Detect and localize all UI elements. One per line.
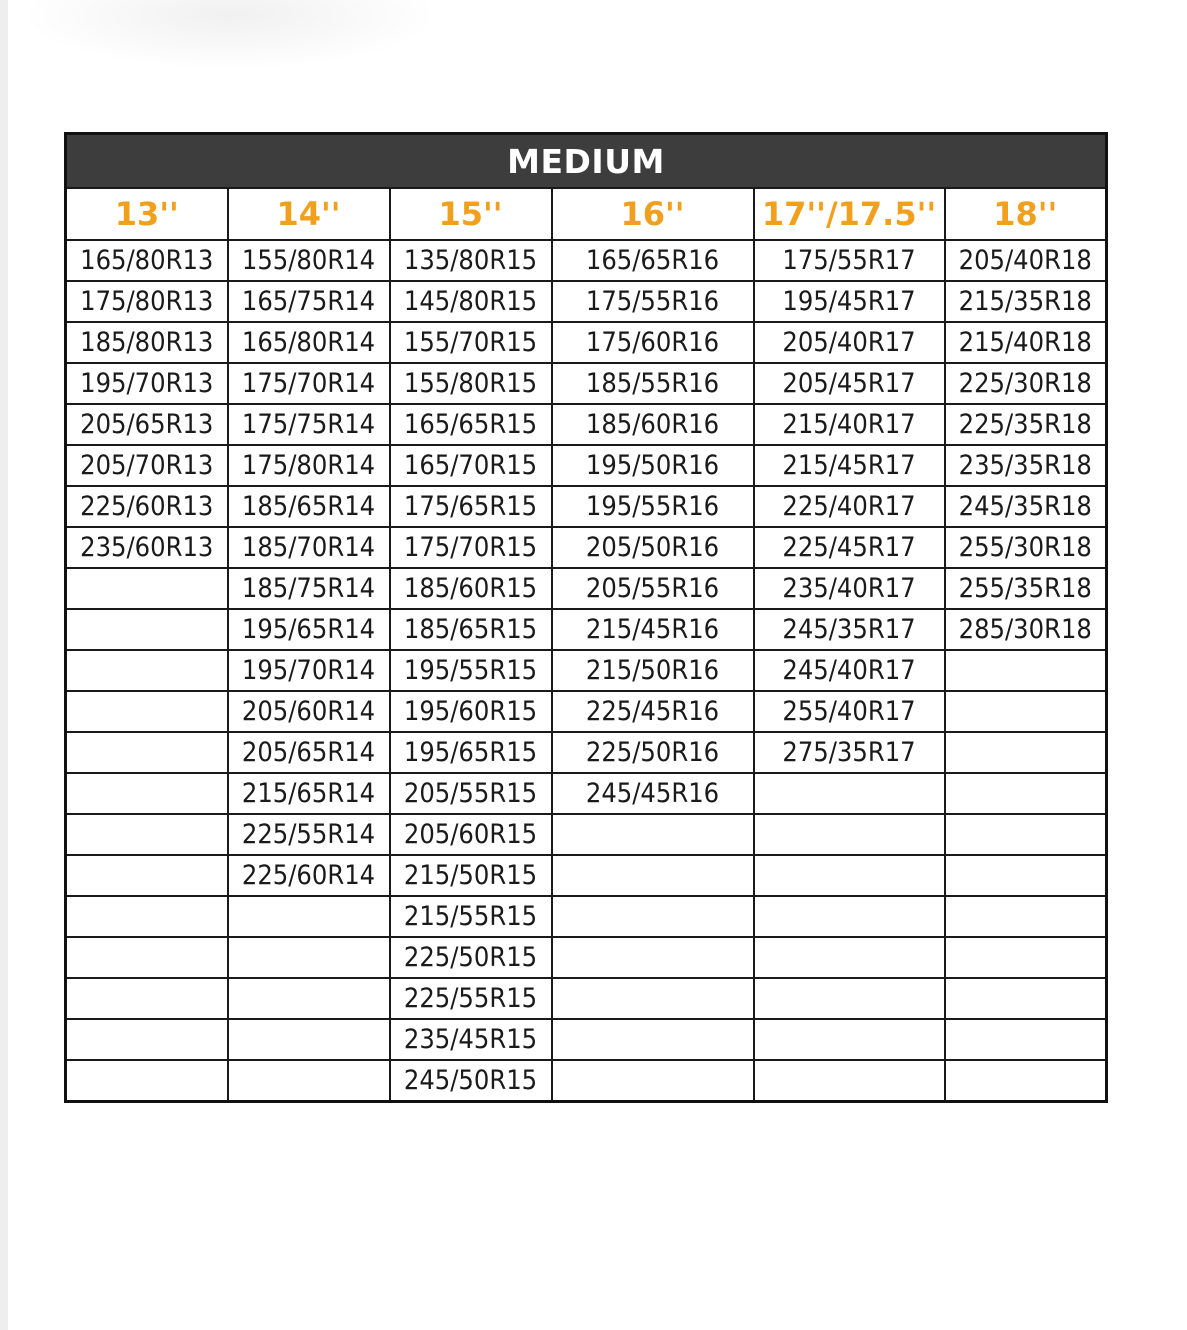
- tire-size-cell-18: 205/40R18: [945, 240, 1107, 281]
- tire-size-cell-17-17.5: 205/45R17: [754, 363, 945, 404]
- tire-size-cell-14: [228, 1060, 390, 1102]
- tire-size-cell-15: 185/65R15: [390, 609, 552, 650]
- tire-size-cell-16: 195/50R16: [552, 445, 754, 486]
- tire-size-cell-14: [228, 1019, 390, 1060]
- tire-size-cell-16: 245/45R16: [552, 773, 754, 814]
- tire-size-cell-18: [945, 937, 1107, 978]
- table-row: [66, 609, 1107, 650]
- tire-size-cell-17-17.5: 205/40R17: [754, 322, 945, 363]
- tire-size-cell-18: 255/35R18: [945, 568, 1107, 609]
- table-row: [66, 363, 1107, 404]
- tire-size-cell-14: 205/65R14: [228, 732, 390, 773]
- tire-size-cell-18: 215/40R18: [945, 322, 1107, 363]
- table-row: [66, 896, 1107, 937]
- tire-size-cell-13: [66, 896, 228, 937]
- tire-size-cell-13: [66, 855, 228, 896]
- tire-size-cell-15: 235/45R15: [390, 1019, 552, 1060]
- tire-size-cell-16: [552, 896, 754, 937]
- tire-size-cell-14: 215/65R14: [228, 773, 390, 814]
- table-row: [66, 322, 1107, 363]
- tire-size-cell-16: 175/60R16: [552, 322, 754, 363]
- tire-size-cell-16: [552, 1019, 754, 1060]
- tire-size-cell-18: [945, 691, 1107, 732]
- table-row: [66, 773, 1107, 814]
- tire-size-cell-14: [228, 978, 390, 1019]
- table-row: [66, 1060, 1107, 1102]
- tire-size-cell-14: 165/75R14: [228, 281, 390, 322]
- table-row: [66, 650, 1107, 691]
- tire-size-cell-18: [945, 732, 1107, 773]
- tire-size-cell-13: [66, 650, 228, 691]
- tire-size-cell-15: 205/55R15: [390, 773, 552, 814]
- tire-size-cell-13: [66, 978, 228, 1019]
- tire-size-cell-15: 165/65R15: [390, 404, 552, 445]
- tire-size-cell-15: 145/80R15: [390, 281, 552, 322]
- tire-size-cell-13: 165/80R13: [66, 240, 228, 281]
- tire-size-cell-13: 175/80R13: [66, 281, 228, 322]
- tire-size-cell-18: 285/30R18: [945, 609, 1107, 650]
- tire-size-cell-14: 205/60R14: [228, 691, 390, 732]
- table-title: MEDIUM: [66, 134, 1107, 189]
- table-row: [66, 404, 1107, 445]
- tire-size-cell-16: [552, 978, 754, 1019]
- tire-size-cell-17-17.5: [754, 896, 945, 937]
- tire-size-cell-18: 235/35R18: [945, 445, 1107, 486]
- tire-size-cell-13: 195/70R13: [66, 363, 228, 404]
- tire-size-cell-13: 205/65R13: [66, 404, 228, 445]
- tire-size-cell-17-17.5: [754, 937, 945, 978]
- table-row: [66, 281, 1107, 322]
- tire-size-cell-17-17.5: 225/45R17: [754, 527, 945, 568]
- table-row: [66, 855, 1107, 896]
- tire-size-cell-15: 195/60R15: [390, 691, 552, 732]
- tire-size-cell-15: 245/50R15: [390, 1060, 552, 1102]
- table-row: [66, 937, 1107, 978]
- tire-size-cell-17-17.5: 225/40R17: [754, 486, 945, 527]
- tire-size-cell-17-17.5: 215/45R17: [754, 445, 945, 486]
- table-row: [66, 240, 1107, 281]
- tire-size-cell-15: 195/55R15: [390, 650, 552, 691]
- column-header-15: 15'': [390, 188, 552, 240]
- tire-size-cell-17-17.5: 255/40R17: [754, 691, 945, 732]
- column-header-14: 14'': [228, 188, 390, 240]
- tire-size-cell-16: 205/55R16: [552, 568, 754, 609]
- tire-size-cell-16: 225/45R16: [552, 691, 754, 732]
- tire-size-cell-15: 185/60R15: [390, 568, 552, 609]
- tire-size-cell-13: 185/80R13: [66, 322, 228, 363]
- tire-size-cell-16: [552, 937, 754, 978]
- header-row: [66, 188, 1107, 240]
- table-row: [66, 568, 1107, 609]
- tire-size-cell-15: 155/70R15: [390, 322, 552, 363]
- tire-size-cell-14: 185/70R14: [228, 527, 390, 568]
- tire-size-cell-18: 215/35R18: [945, 281, 1107, 322]
- tire-size-cell-15: 135/80R15: [390, 240, 552, 281]
- table-body: [66, 240, 1107, 1102]
- tire-size-cell-13: 205/70R13: [66, 445, 228, 486]
- tire-size-cell-13: [66, 1060, 228, 1102]
- tire-size-cell-16: [552, 814, 754, 855]
- table-row: [66, 978, 1107, 1019]
- tire-size-cell-13: [66, 814, 228, 855]
- column-header-18: 18'': [945, 188, 1107, 240]
- table-row: [66, 486, 1107, 527]
- tire-size-cell-13: [66, 691, 228, 732]
- tire-size-cell-16: 175/55R16: [552, 281, 754, 322]
- tire-size-cell-16: 225/50R16: [552, 732, 754, 773]
- table-row: [66, 445, 1107, 486]
- tire-size-cell-16: [552, 1060, 754, 1102]
- tire-size-cell-15: 205/60R15: [390, 814, 552, 855]
- table-row: [66, 1019, 1107, 1060]
- table-row: [66, 732, 1107, 773]
- tire-size-cell-17-17.5: [754, 773, 945, 814]
- column-header-17-17.5: 17''/17.5'': [754, 188, 945, 240]
- title-row: [66, 134, 1107, 189]
- tire-size-cell-16: 215/50R16: [552, 650, 754, 691]
- tire-size-cell-15: 225/55R15: [390, 978, 552, 1019]
- tire-size-cell-14: 155/80R14: [228, 240, 390, 281]
- tire-size-cell-17-17.5: 275/35R17: [754, 732, 945, 773]
- tire-size-cell-16: [552, 855, 754, 896]
- tire-size-cell-15: 195/65R15: [390, 732, 552, 773]
- tire-size-cell-17-17.5: 245/40R17: [754, 650, 945, 691]
- tire-size-cell-17-17.5: [754, 1060, 945, 1102]
- table-row: [66, 814, 1107, 855]
- tire-size-cell-18: [945, 814, 1107, 855]
- tire-size-cell-18: 225/35R18: [945, 404, 1107, 445]
- tire-size-cell-15: 165/70R15: [390, 445, 552, 486]
- tire-size-cell-15: 175/70R15: [390, 527, 552, 568]
- tire-size-cell-14: 175/75R14: [228, 404, 390, 445]
- tire-size-cell-14: 175/80R14: [228, 445, 390, 486]
- tire-size-cell-14: 175/70R14: [228, 363, 390, 404]
- tire-size-cell-15: 215/50R15: [390, 855, 552, 896]
- tire-size-cell-14: 195/70R14: [228, 650, 390, 691]
- tire-size-cell-14: 225/60R14: [228, 855, 390, 896]
- tire-size-table: [64, 132, 1108, 1103]
- tire-size-cell-15: 155/80R15: [390, 363, 552, 404]
- tire-size-cell-14: [228, 937, 390, 978]
- tire-size-cell-14: 185/75R14: [228, 568, 390, 609]
- tire-size-cell-18: [945, 1019, 1107, 1060]
- top-shadow: [20, 0, 440, 70]
- tire-size-cell-14: 185/65R14: [228, 486, 390, 527]
- page-left-edge: [0, 0, 8, 1330]
- tire-size-cell-18: [945, 978, 1107, 1019]
- tire-size-cell-17-17.5: [754, 978, 945, 1019]
- table-row: [66, 691, 1107, 732]
- tire-size-cell-18: [945, 773, 1107, 814]
- tire-size-cell-14: [228, 896, 390, 937]
- tire-size-cell-17-17.5: 235/40R17: [754, 568, 945, 609]
- tire-size-cell-18: [945, 855, 1107, 896]
- tire-size-cell-18: [945, 896, 1107, 937]
- tire-size-cell-16: 195/55R16: [552, 486, 754, 527]
- tire-size-cell-18: [945, 1060, 1107, 1102]
- tire-size-cell-13: [66, 732, 228, 773]
- column-header-13: 13'': [66, 188, 228, 240]
- column-header-16: 16'': [552, 188, 754, 240]
- tire-size-cell-15: 175/65R15: [390, 486, 552, 527]
- tire-size-cell-17-17.5: [754, 1019, 945, 1060]
- tire-size-cell-16: 185/55R16: [552, 363, 754, 404]
- tire-size-cell-17-17.5: 245/35R17: [754, 609, 945, 650]
- tire-size-cell-15: 215/55R15: [390, 896, 552, 937]
- tire-size-cell-17-17.5: 215/40R17: [754, 404, 945, 445]
- tire-size-cell-13: [66, 1019, 228, 1060]
- tire-size-cell-18: 255/30R18: [945, 527, 1107, 568]
- tire-size-cell-14: 225/55R14: [228, 814, 390, 855]
- tire-size-cell-18: 225/30R18: [945, 363, 1107, 404]
- tire-size-cell-15: 225/50R15: [390, 937, 552, 978]
- tire-size-cell-17-17.5: 175/55R17: [754, 240, 945, 281]
- tire-size-cell-13: [66, 773, 228, 814]
- tire-size-cell-18: [945, 650, 1107, 691]
- tire-size-cell-13: 225/60R13: [66, 486, 228, 527]
- tire-size-cell-16: 185/60R16: [552, 404, 754, 445]
- tire-size-cell-17-17.5: [754, 855, 945, 896]
- tire-size-cell-18: 245/35R18: [945, 486, 1107, 527]
- tire-size-cell-17-17.5: 195/45R17: [754, 281, 945, 322]
- tire-size-cell-14: 195/65R14: [228, 609, 390, 650]
- tire-size-cell-16: 215/45R16: [552, 609, 754, 650]
- tire-size-cell-13: [66, 609, 228, 650]
- tire-size-cell-14: 165/80R14: [228, 322, 390, 363]
- tire-size-cell-13: 235/60R13: [66, 527, 228, 568]
- tire-size-cell-16: 205/50R16: [552, 527, 754, 568]
- table-row: [66, 527, 1107, 568]
- tire-size-cell-16: 165/65R16: [552, 240, 754, 281]
- tire-size-cell-13: [66, 568, 228, 609]
- tire-size-cell-17-17.5: [754, 814, 945, 855]
- tire-size-cell-13: [66, 937, 228, 978]
